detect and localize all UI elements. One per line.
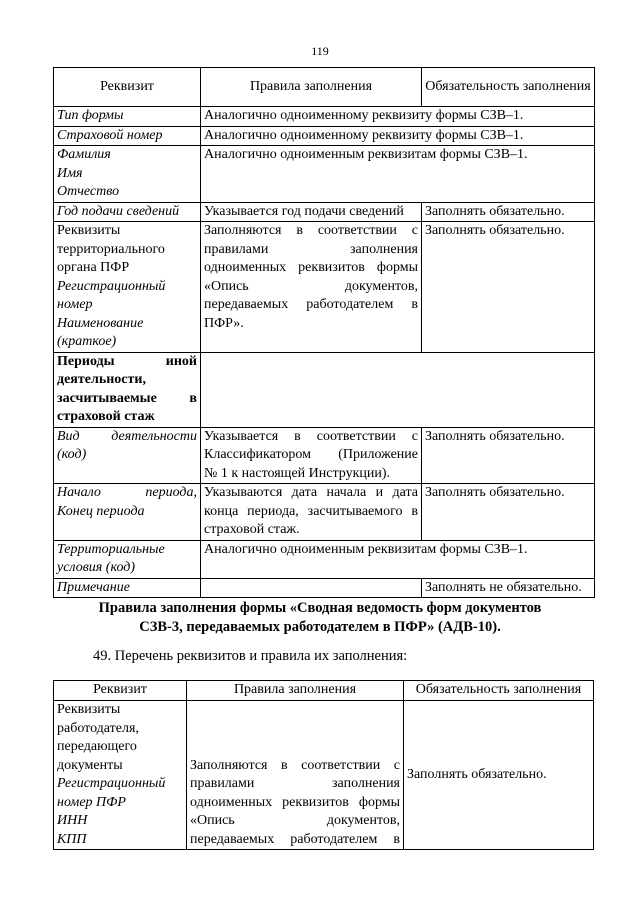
table-row <box>54 540 595 578</box>
rule-text <box>201 484 422 541</box>
requisite-name <box>54 427 201 484</box>
rule-text <box>201 578 422 598</box>
paragraph-49: 49. Перечень реквизитов и правила их заполнения: <box>93 648 408 664</box>
table-row <box>54 701 594 850</box>
header-requisite: Реквизит <box>54 681 187 701</box>
requisite-name-line: органа ПФР <box>57 260 130 275</box>
requisite-name <box>54 484 201 541</box>
table-row <box>54 126 595 146</box>
rule-line: Заполняются в соответствии с <box>204 223 418 238</box>
requisite-name-line: Регистрационный <box>57 278 166 294</box>
header-rules: Правила заполнения <box>201 68 422 107</box>
requisite-name <box>54 701 187 850</box>
rule-line: № 1 к настоящей Инструкции). <box>204 465 391 481</box>
rule-text: Аналогично одноименному реквизиту формы СЗВ–1. <box>201 126 595 146</box>
table-row <box>54 202 595 222</box>
obligation-text: Заполнять обязательно. <box>422 222 595 353</box>
requisite-name: Тип формы <box>54 107 201 127</box>
table-header-row <box>54 68 595 107</box>
obligation-text: Заполнять обязательно. <box>422 202 595 222</box>
header-obligation: Обязательность заполнения <box>422 68 595 107</box>
requisite-name: Примечание <box>54 578 201 598</box>
requisite-name-line: Реквизиты <box>57 702 121 717</box>
requisite-name-line: Наименование <box>57 315 144 331</box>
obligation-text: Заполнять не обязательно. <box>422 578 595 598</box>
requisite-name-line: Регистрационный <box>57 776 166 791</box>
requisite-name-line: Вид деятельности <box>57 428 197 444</box>
header-rules: Правила заполнения <box>187 681 404 701</box>
requisite-name-line: Отчество <box>57 184 120 199</box>
obligation-text: Заполнять обязательно. <box>422 427 595 484</box>
section-title <box>54 352 201 427</box>
rule-line: одноименных реквизитов формы <box>190 794 400 810</box>
requisite-name-line: ИНН <box>57 813 88 828</box>
requisite-name-line: КПП <box>57 831 87 847</box>
table-row <box>54 484 595 541</box>
table-header-row <box>54 681 594 701</box>
rule-text: Аналогично одноименным реквизитам формы СЗВ–1. <box>201 146 595 203</box>
obligation-text: Заполнять обязательно. <box>404 701 594 850</box>
table-row <box>54 427 595 484</box>
requisite-name <box>54 540 201 578</box>
rule-text: Аналогично одноименному реквизиту формы СЗВ–1. <box>201 107 595 127</box>
requisite-name-line: Реквизиты <box>57 223 121 238</box>
requisite-name-line: Начало периода, <box>57 485 197 500</box>
requisite-name <box>54 222 201 353</box>
requisite-name-line: номер <box>57 297 93 312</box>
requisite-name: Страховой номер <box>54 126 201 146</box>
section-heading-line: Правила заполнения формы «Сводная ведомость форм документов <box>98 600 542 616</box>
rule-line: Указывается в соответствии с <box>204 428 418 444</box>
obligation-text: Заполнять обязательно. <box>422 484 595 541</box>
empty-cell <box>201 352 595 427</box>
rule-text: Аналогично одноименным реквизитам формы СЗВ–1. <box>201 540 595 578</box>
rule-line: ПФР». <box>204 315 244 331</box>
rule-text <box>201 427 422 484</box>
header-obligation: Обязательность заполнения <box>404 681 594 701</box>
section-title-line: засчитываемые в <box>57 390 197 406</box>
requisite-name-line: Конец периода <box>57 503 145 519</box>
rule-line: конца периода, засчитываемого в <box>204 503 418 519</box>
requisite-name-line: (краткое) <box>57 334 117 349</box>
requisite-name-line: Имя <box>57 165 83 181</box>
page-number: 119 <box>311 44 329 58</box>
rule-line: правилами заполнения <box>204 241 418 257</box>
section-title-line: деятельности, <box>57 372 146 387</box>
table-row <box>54 107 595 127</box>
section-heading-line: СЗВ-3, передаваемых работодателем в ПФР» (АДВ-10). <box>139 619 501 635</box>
header-requisite: Реквизит <box>54 68 201 107</box>
rule-line: одноименных реквизитов формы <box>204 260 418 275</box>
requisite-name-line: Территориальные <box>57 541 165 557</box>
table-row <box>54 578 595 598</box>
requisite-name-line: территориального <box>57 241 165 257</box>
rule-line: правилами заполнения <box>190 776 400 791</box>
rule-text <box>201 222 422 353</box>
table-row <box>54 222 595 353</box>
rule-line: Заполняются в соответствии с <box>190 757 400 773</box>
rule-line: передаваемых работодателем в <box>190 831 400 847</box>
rule-line: «Опись документов, <box>204 278 418 294</box>
rule-line: Указываются дата начала и дата <box>204 485 418 500</box>
requisite-name-line: документы <box>57 757 123 773</box>
rule-line: передаваемых работодателем в <box>204 297 418 312</box>
requisite-name-line: (код) <box>57 447 87 462</box>
requisites-table-1 <box>53 67 595 598</box>
requisite-name <box>54 146 201 203</box>
section-heading <box>0 599 640 637</box>
requisites-table-2 <box>53 680 594 850</box>
requisite-name-line: Фамилия <box>57 147 111 162</box>
requisite-name-line: передающего <box>57 739 137 754</box>
rule-line: Классификатором (Приложение <box>204 447 418 462</box>
requisite-name-line: условия (код) <box>57 560 136 575</box>
rule-text <box>187 701 404 850</box>
section-title-line: страховой стаж <box>57 409 155 424</box>
rule-text: Указывается год подачи сведений <box>201 202 422 222</box>
section-title-line: Периоды иной <box>57 353 197 369</box>
requisite-name-line: номер ПФР <box>57 794 126 810</box>
table-row <box>54 146 595 203</box>
requisite-name-line: работодателя, <box>57 720 139 736</box>
rule-line: «Опись документов, <box>190 813 400 828</box>
table-row <box>54 352 595 427</box>
rule-line: страховой стаж. <box>204 522 300 537</box>
requisite-name: Год подачи сведений <box>54 202 201 222</box>
